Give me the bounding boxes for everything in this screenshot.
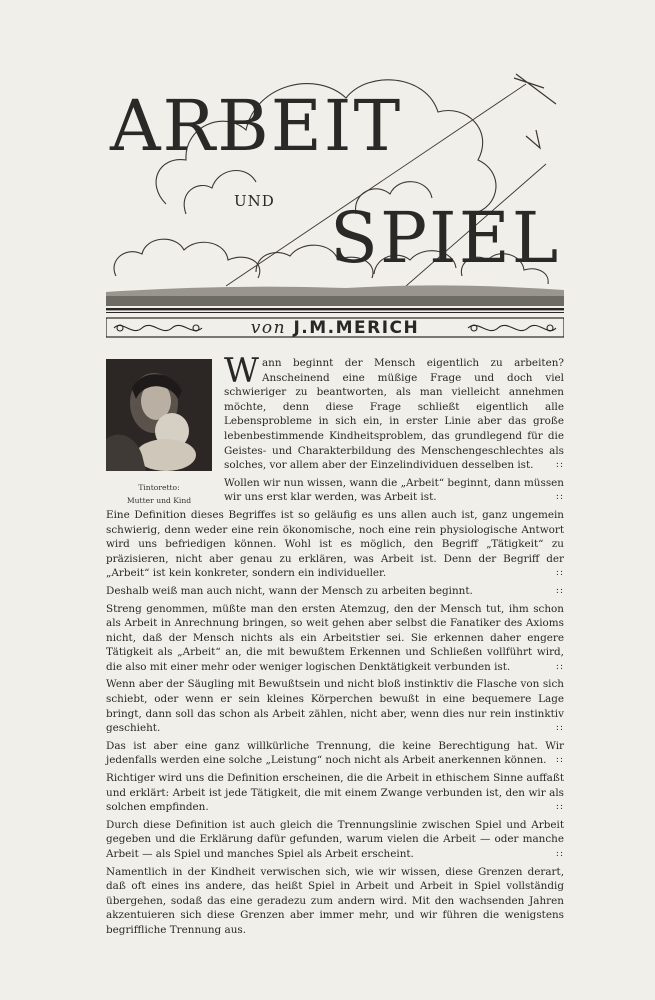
end-mark: :: — [555, 568, 564, 579]
landscape-strip — [106, 285, 564, 313]
paragraph — [106, 771, 564, 815]
end-mark: :: — [555, 723, 564, 734]
end-mark: :: — [555, 585, 564, 596]
paragraph — [106, 602, 564, 675]
end-mark: :: — [555, 661, 564, 672]
paragraph-text: Wenn aber der Säugling mit Bewußtsein und nicht bloß instinktiv die Flasche von sich schiebt, oder wenn er sein kleines Körperchen bewußt in eine bequemere Lage bringt, dann soll das schon als Arbeit zählen, nicht aber, wenn dies nur rein instinktiv geschieht. — [106, 678, 564, 735]
caption-title: Mutter und Kind — [126, 496, 192, 505]
title-word-spiel: SPIEL — [330, 197, 561, 279]
byline-von: von — [250, 318, 287, 338]
end-mark: :: — [555, 802, 564, 813]
end-mark: :: — [555, 849, 564, 859]
end-mark: :: — [555, 492, 564, 503]
paragraph — [106, 818, 564, 862]
paragraph-text: ann beginnt der Mensch eigentlich zu arbeiten? Anscheinend eine müßige Frage und doch viel schwieriger zu beantworten, als man vielleicht annehmen möchte, denn diese Frage schließt eigentlich alle Lebensprobleme in sich ein, in erster Linie aber das große lebenbestimmende Kindheitsproblem, das grundlegend für die Geistes- und Charakterbildung des Menschengeschlechtes als solches, vor allem aber der Einzelindividuen desselben ist. — [224, 357, 564, 472]
paragraph — [106, 865, 564, 938]
byline — [106, 317, 564, 339]
paragraph-text: Streng genommen, müßte man den ersten Atemzug, den der Mensch tut, ihm schon als Arbeit in Anrechnung bringen, so weit gehen aber selbst die Fanatiker des Axioms nicht, daß der Mensch nichts als ein Arbeitstier sei. Sie erkennen daher engere Tätigkeit als „Arbeit“ an, die mit bewußtem Erkennen und Schließen vollführt wird, die also mit einer mehr oder weniger logischen Denktätigkeit verbunden ist. — [106, 602, 564, 673]
end-mark: :: — [555, 460, 564, 471]
paragraph-text: Richtiger wird uns die Definition erscheinen, die die Arbeit in ethischem Sinne auffaßt und erklärt: Arbeit ist jede Tätigkeit, die mit einem Zwange verbunden ist, den wir als solchen empfinden. — [106, 772, 564, 814]
paragraph-text: Wollen wir nun wissen, wann die „Arbeit“ beginnt, dann müssen wir uns erst klar werden, was Arbeit ist. — [224, 476, 564, 504]
article-body — [106, 351, 564, 941]
paragraph — [106, 739, 564, 768]
title-word-arbeit: ARBEIT — [110, 85, 403, 167]
drop-cap: W — [224, 351, 259, 391]
end-mark: :: — [555, 755, 564, 766]
paragraph-text: Namentlich in der Kindheit verwischen sich, wie wir wissen, diese Grenzen derart, daß oft eines ins andere, das heißt Spiel in Arbeit und Arbeit in Spiel vollständig übergehen, sodaß das eine geradezu zum andern wird. Mit den wachsenden Jahren akzentuieren sich diese Grenzen aber immer mehr, und wir führen die wenigstens begriffliche Trennung aus. — [106, 865, 564, 936]
paragraph — [106, 351, 564, 473]
paragraph-text: Deshalb weiß man auch nicht, wann der Mensch zu arbeiten beginnt. — [106, 584, 473, 597]
byline-text — [106, 317, 564, 339]
paragraph-text: Eine Definition dieses Begriffes ist so geläufig es uns allen auch ist, ganz ungemein schwierig, denn weder eine rein ökonomische, noch eine rein physiologische Antwort wird uns befriedigen können. Wohl ist es möglich, den Begriff „Tätigkeit“ zu präzisieren, nicht aber genau zu erklären, was Arbeit ist. Denn der Begriff der „Arbeit“ ist kein konkreter, sondern ein individueller. — [106, 508, 564, 580]
paragraph — [106, 677, 564, 735]
paragraph-text: Durch diese Definition ist auch gleich die Trennungslinie zwischen Spiel und Arbeit gegeben und die Erklärung dafür gefunden, warum vielen die Arbeit — oder manche Arbeit — als Spiel und manches Spiel als Arbeit erscheint. — [106, 818, 564, 860]
paragraph-text: Das ist aber eine ganz willkürliche Trennung, die keine Berechtigung hat. Wir jedenfalls werden eine solche „Leistung“ noch nicht als Arbeit anerkennen können. — [106, 739, 564, 767]
title-word-und: UND — [234, 192, 275, 210]
author-name: J.M.MERICH — [293, 318, 420, 338]
paragraph — [106, 476, 564, 505]
paragraph — [106, 584, 564, 599]
caption-artist: Tintoretto: — [138, 483, 180, 492]
title-illustration — [106, 64, 564, 316]
paragraph — [106, 508, 564, 581]
